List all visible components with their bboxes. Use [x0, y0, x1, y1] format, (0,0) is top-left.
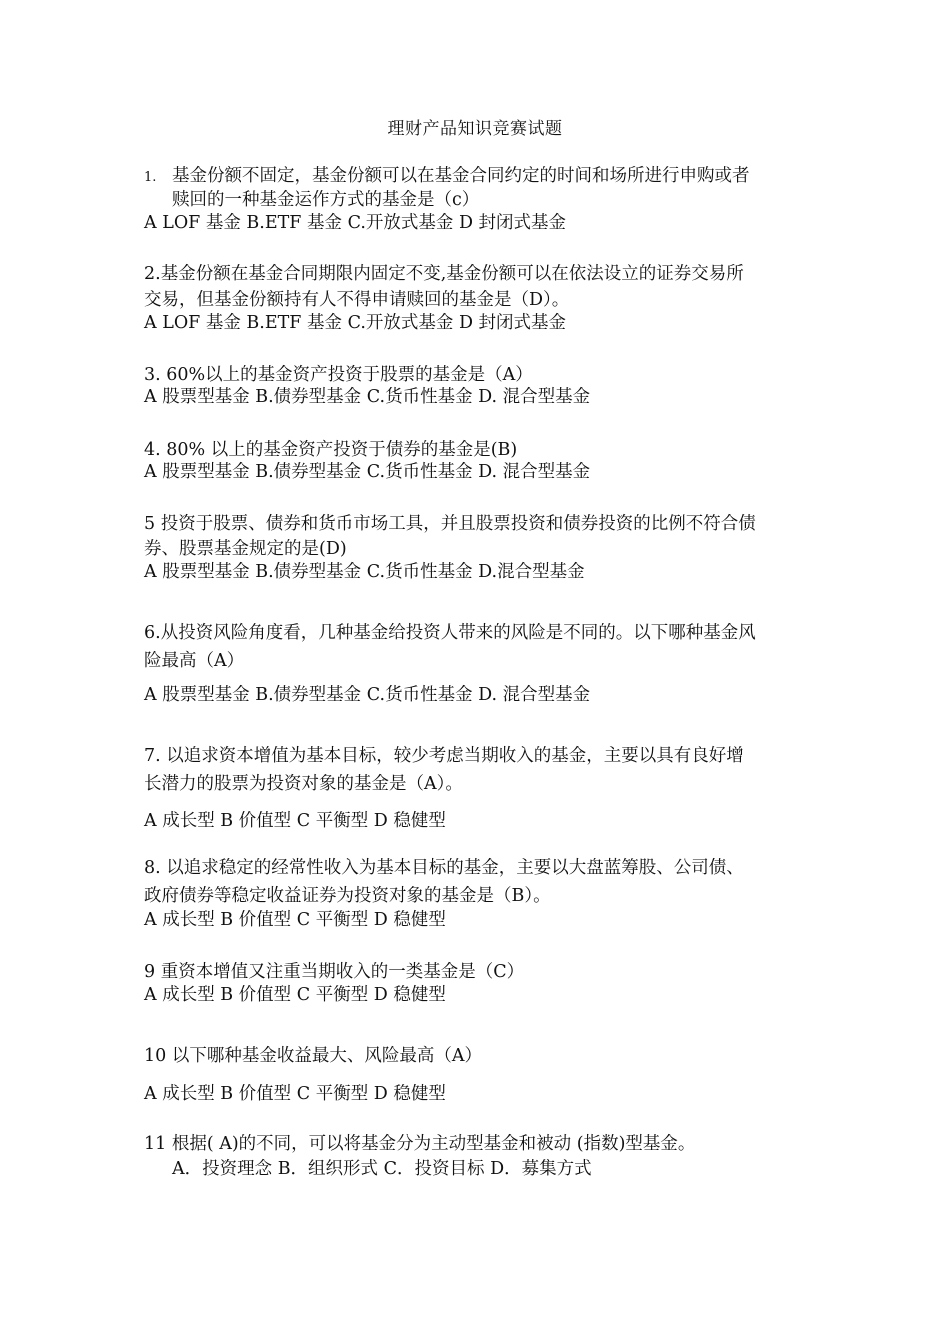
question-6-options: A 股票型基金 B.债券型基金 C.货币性基金 D. 混合型基金 [144, 685, 591, 705]
question-1-line-1: 基金份额不固定，基金份额可以在基金合同约定的时间和场所进行申购或者 [172, 166, 750, 186]
question-2-line-2: 交易，但基金份额持有人不得申请赎回的基金是（D）。 [144, 290, 570, 310]
question-5-options: A 股票型基金 B.债券型基金 C.货币性基金 D.混合型基金 [144, 562, 585, 582]
question-3-options: A 股票型基金 B.债券型基金 C.货币性基金 D. 混合型基金 [144, 387, 591, 407]
question-4-line-1: 4. 80% 以上的基金资产投资于债券的基金是(B) [144, 440, 518, 460]
question-9-line-1: 9 重资本增值又注重当期收入的一类基金是（C） [144, 962, 525, 982]
question-2-line-1: 2.基金份额在基金合同期限内固定不变,基金份额可以在依法设立的证券交易所 [144, 264, 744, 284]
question-6-line-2: 险最高（A） [144, 651, 245, 671]
question-2-options: A LOF 基金 B.ETF 基金 C.开放式基金 D 封闭式基金 [144, 313, 567, 333]
question-1-number-text: 1. [144, 170, 157, 185]
question-8-line-2: 政府债券等稳定收益证券为投资对象的基金是（B）。 [144, 886, 551, 906]
question-4-options: A 股票型基金 B.债券型基金 C.货币性基金 D. 混合型基金 [144, 462, 591, 482]
question-1-number [144, 163, 156, 191]
question-11-line-1: 11 根据( A)的不同，可以将基金分为主动型基金和被动 (指数)型基金。 [144, 1134, 696, 1154]
question-1-options: A LOF 基金 B.ETF 基金 C.开放式基金 D 封闭式基金 [144, 213, 567, 233]
question-3-line-1: 3. 60%以上的基金资产投资于股票的基金是（A） [144, 365, 533, 385]
question-7-options: A 成长型 B 价值型 C 平衡型 D 稳健型 [144, 811, 446, 831]
question-8-options: A 成长型 B 价值型 C 平衡型 D 稳健型 [144, 910, 446, 930]
page-title: 理财产品知识竞赛试题 [387, 119, 563, 139]
question-6-line-1: 6.从投资风险角度看，几种基金给投资人带来的风险是不同的。以下哪种基金风 [144, 623, 756, 643]
question-10-options: A 成长型 B 价值型 C 平衡型 D 稳健型 [144, 1084, 446, 1104]
question-1-line-2: 赎回的一种基金运作方式的基金是（c） [172, 190, 480, 210]
question-5-line-1: 5 投资于股票、债券和货币市场工具，并且股票投资和债券投资的比例不符合债 [144, 514, 756, 534]
question-9-options: A 成长型 B 价值型 C 平衡型 D 稳健型 [144, 985, 446, 1005]
question-7-line-2: 长潜力的股票为投资对象的基金是（A）。 [144, 774, 463, 794]
question-7-line-1: 7. 以追求资本增值为基本目标，较少考虑当期收入的基金，主要以具有良好增 [144, 746, 744, 766]
question-5-line-2: 券、股票基金规定的是(D) [144, 539, 347, 559]
question-10-line-1: 10 以下哪种基金收益最大、风险最高（A） [144, 1046, 482, 1066]
question-11-options: A．投资理念 B．组织形式 C．投资目标 D．募集方式 [172, 1159, 592, 1179]
question-8-line-1: 8. 以追求稳定的经常性收入为基本目标的基金，主要以大盘蓝筹股、公司债、 [144, 858, 744, 878]
